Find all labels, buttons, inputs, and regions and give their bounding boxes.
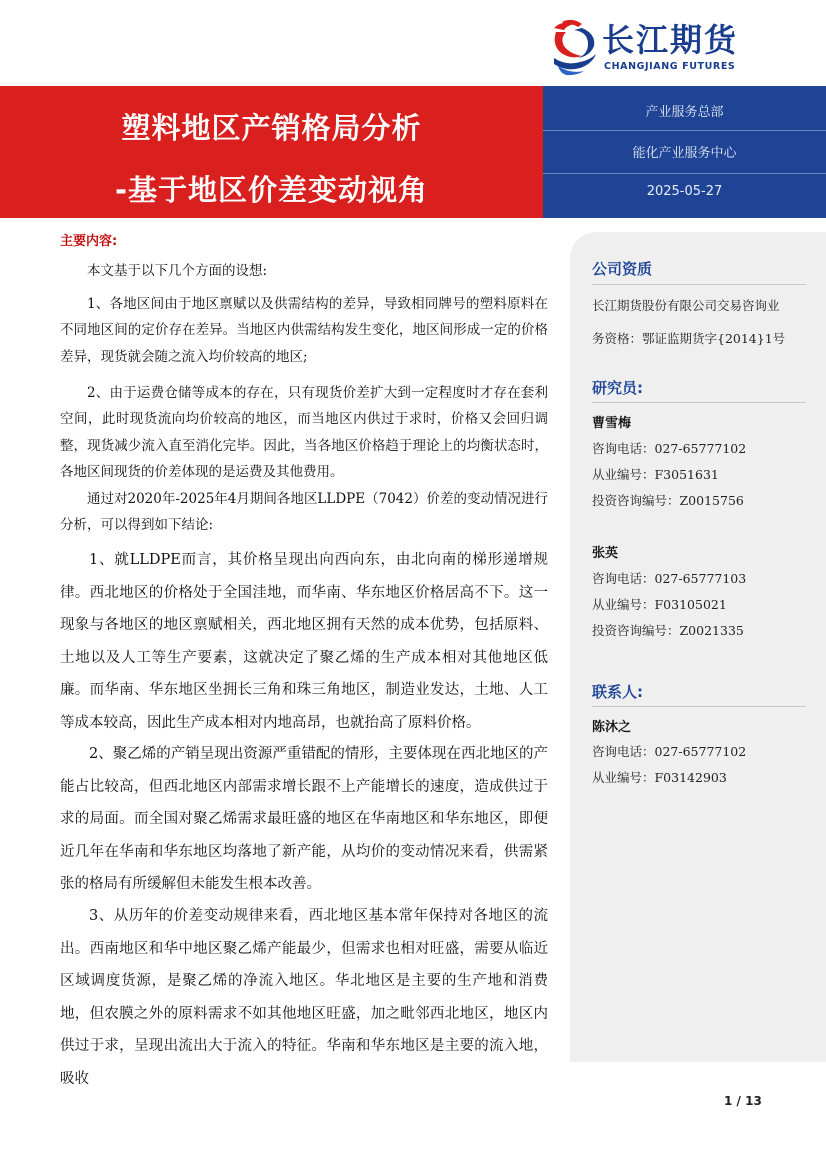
page-number: 1 / 13 — [724, 1094, 762, 1108]
researcher-license: 从业编号：F03105021 — [592, 597, 727, 612]
assumption-paragraph-2: 2、由于运费仓储等成本的存在，只有现货价差扩大到一定程度时才存在套利空间，此时现货流向均价较高的地区，而当地区内供过于求时，价格又会回归调整，现货减少流入直至消化完毕。因此，当各地区价格趋于理论上的均衡状态时，各地区间现货的价差体现的是运费及其他费用。 — [60, 385, 548, 481]
report-subtitle: -基于地区价差变动视角 — [114, 173, 429, 207]
conclusion-paragraph-1: 1、就LLDPE而言，其价格呈现出向西向东，由北向南的梯形递增规律。西北地区的价格处于全国洼地，而华南、华东地区价格居高不下。这一现象与各地区的地区禀赋相关，西北地区拥有天然的成本优势，包括原料、土地以及人工等生产要素，这就决定了聚乙烯的生产成本相对其他地区低廉。而华南、华东地区坐拥长三角和珠三角地区，制造业发达，土地、人工等成本较高，因此生产成本相对内地高昂，也就抬高了原料价格。 — [60, 552, 548, 731]
meta-divider — [543, 130, 826, 131]
intro-paragraph: 本文基于以下几个方面的设想: — [87, 263, 268, 279]
conclusion-paragraph-3: 3、从历年的价差变动规律来看，西北地区基本常年保持对各地区的流出。西南地区和华中地区聚乙烯产能最少，但需求也相对旺盛，需要从临近区域调度货源，是聚乙烯的净流入地区。华北地区是主要的生产地和消费地，但农膜之外的原料需求不如其他地区旺盛，加之毗邻西北地区，地区内供过于求，呈现出流出大于流入的特征。华南和华东地区是主要的流入地，吸收 — [60, 908, 548, 1087]
researcher-name: 曹雪梅 — [592, 416, 632, 431]
researcher-advisory-id: 投资咨询编号：Z0015756 — [592, 493, 744, 508]
contact-heading: 联系人: — [592, 683, 643, 701]
info-sidebar — [570, 232, 826, 1062]
department-label: 产业服务总部 — [645, 105, 724, 120]
sidebar-divider — [592, 706, 806, 707]
company-qualification-heading: 公司资质 — [592, 260, 653, 278]
researcher-heading: 研究员: — [592, 379, 643, 397]
researcher-name: 张英 — [592, 546, 619, 561]
sidebar-divider — [592, 402, 806, 403]
sidebar-divider — [592, 284, 806, 285]
contact-license: 从业编号：F03142903 — [592, 770, 727, 785]
assumption-paragraph-1: 1、各地区间由于地区禀赋以及供需结构的差异，导致相同牌号的塑料原料在不同地区间的定价存在差异。当地区内供需结构发生变化，地区间形成一定的价格差异，现货就会随之流入均价较高的地区; — [60, 296, 548, 365]
dragon-logo-icon — [548, 18, 600, 76]
contact-phone: 咨询电话：027-65777102 — [592, 744, 747, 759]
logo-chinese-name: 长江期货 — [602, 21, 739, 59]
meta-divider — [543, 173, 826, 174]
center-label: 能化产业服务中心 — [632, 146, 737, 161]
report-date: 2025-05-27 — [646, 184, 723, 199]
logo-english-name: CHANGJIANG FUTURES — [604, 61, 736, 72]
contact-name: 陈沐之 — [592, 720, 632, 735]
method-paragraph: 通过对2020年-2025年4月期间各地区LLDPE（7042）价差的变动情况进行分析，可以得到如下结论: — [60, 491, 548, 534]
company-qualification-text: 长江期货股份有限公司交易咨询业 — [592, 298, 780, 313]
researcher-phone: 咨询电话：027-65777103 — [592, 571, 747, 586]
report-meta-panel — [543, 86, 826, 218]
company-logo — [548, 18, 778, 76]
main-content-heading: 主要内容: — [60, 234, 118, 249]
report-title: 塑料地区产销格局分析 — [121, 111, 422, 145]
conclusion-paragraph-2: 2、聚乙烯的产销呈现出资源严重错配的情形，主要体现在西北地区的产能占比较高，但西北地区内部需求增长跟不上产能增长的速度，造成供过于求的局面。而全国对聚乙烯需求最旺盛的地区在华南地区和华东地区，即便近几年在华南和华东地区均落地了新产能，从均价的变动情况来看，供需紧张的格局有所缓解但未能发生根本改善。 — [60, 746, 548, 893]
researcher-advisory-id: 投资咨询编号：Z0021335 — [592, 623, 744, 638]
report-title-banner — [0, 86, 543, 218]
researcher-license: 从业编号：F3051631 — [592, 467, 719, 482]
company-qualification-text: 务资格：鄂证监期货字{2014}1号 — [592, 331, 786, 346]
researcher-phone: 咨询电话：027-65777102 — [592, 441, 747, 456]
